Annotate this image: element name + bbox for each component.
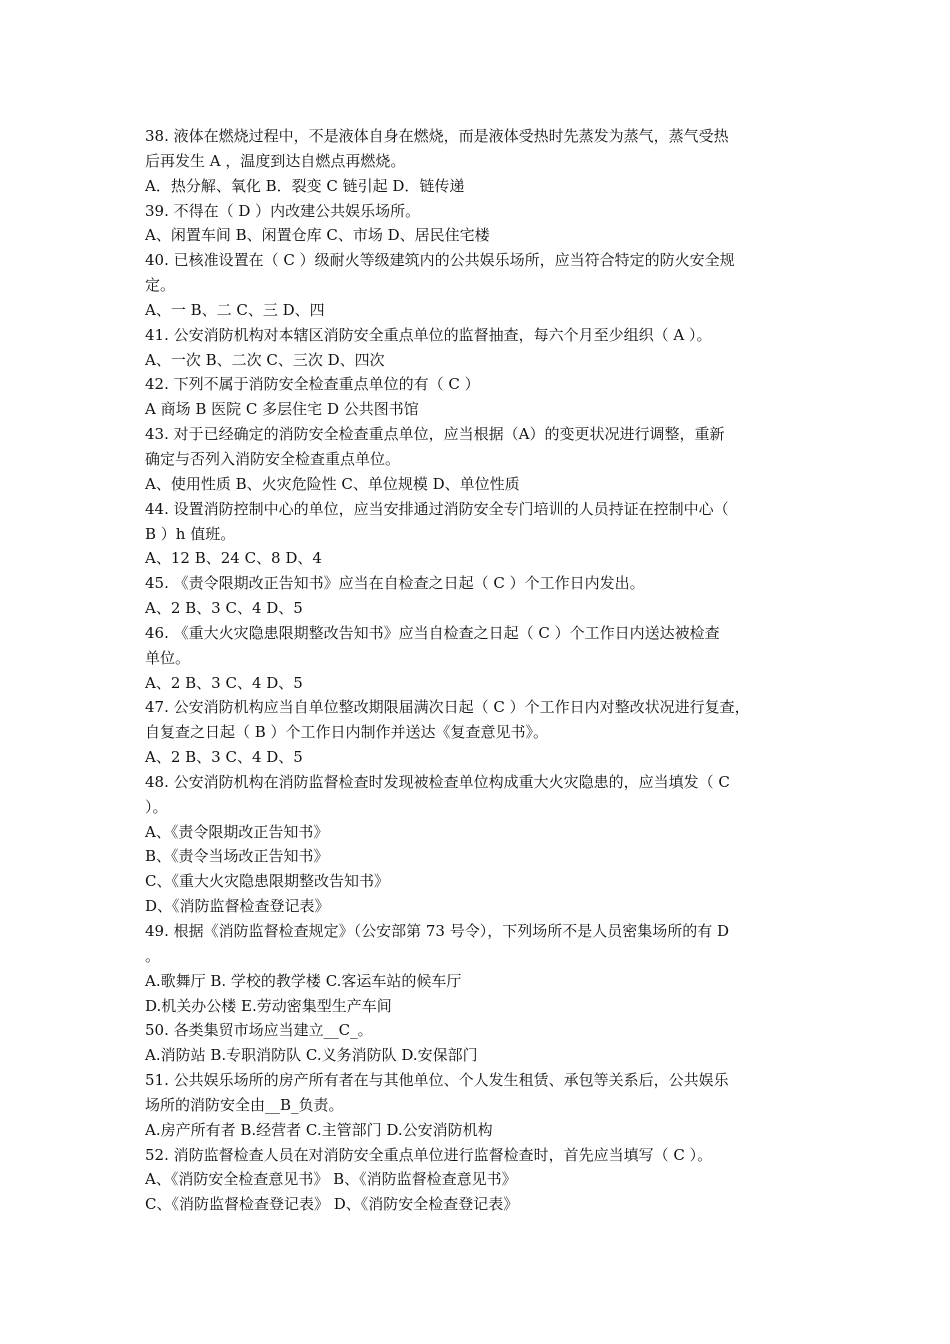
text-line: C、《消防监督检查登记表》 D、《消防安全检查登记表》 [145,1195,519,1214]
text-line: 自复查之日起（ B ）个工作日内制作并送达《复查意见书》。 [145,723,549,742]
text-line: 45. 《责令限期改正告知书》应当在自检查之日起（ C ）个工作日内发出。 [145,574,645,593]
text-line: 42. 下列不属于消防安全检查重点单位的有（ C ） [145,375,480,394]
text-line: 49. 根据《消防监督检查规定》（公安部第 73 号令），下列场所不是人员密集场所的有 D [145,922,730,940]
text-line: 51. 公共娱乐场所的房产所有者在与其他单位、个人发生租赁、承包等关系后，公共娱乐 [145,1071,729,1090]
text-line: 52. 消防监督检查人员在对消防安全重点单位进行监督检查时，首先应当填写（ C ）。 [145,1145,713,1164]
text-line: B、《责令当场改正告知书》 [145,847,329,866]
text-line: 场所的消防安全由__B_负责。 [145,1095,344,1114]
text-line: A.房产所有者 B.经营者 C.主管部门 D.公安消防机构 [145,1120,493,1139]
text-line: A 商场 B 医院 C 多层住宅 D 公共图书馆 [145,400,419,419]
text-line: A.消防站 B.专职消防队 C.义务消防队 D.安保部门 [145,1046,478,1065]
text-line: A、闲置车间 B、闲置仓库 C、市场 D、居民住宅楼 [145,226,490,245]
text-line: ）。 [145,797,168,816]
text-line: 。 [145,946,161,965]
text-line: 41. 公安消防机构对本辖区消防安全重点单位的监督抽查，每六个月至少组织（ A ）。 [145,325,712,344]
text-line: A.歌舞厅 B. 学校的教学楼 C.客运车站的候车厅 [145,971,462,990]
text-line: A、一次 B、二次 C、三次 D、四次 [145,350,385,369]
text-line: 后再发生 A ，温度到达自燃点再燃烧。 [145,151,406,170]
text-line: A、2 B、3 C、4 D、5 [145,748,303,767]
text-line: 50. 各类集贸市场应当建立__C_。 [145,1021,373,1040]
text-line: 48. 公安消防机构在消防监督检查时发现被检查单位构成重大火灾隐患的，应当填发（ C [145,772,730,791]
document-page [145,124,813,1217]
text-line: 单位。 [145,648,191,667]
text-line: A、《消防安全检查意见书》 B、《消防监督检查意见书》 [145,1170,517,1189]
text-line: 38. 液体在燃烧过程中，不是液体自身在燃烧，而是液体受热时先蒸发为蒸气，蒸气受热 [145,127,729,145]
text-line: A、使用性质 B、火灾危险性 C、单位规模 D、单位性质 [145,474,520,493]
text-line: 39. 不得在（ D ）内改建公共娱乐场所。 [145,201,421,220]
text-line: A．热分解、氧化 B．裂变 C 链引起 D．链传递 [145,176,465,195]
text-line: D、《消防监督检查登记表》 [145,897,330,916]
text-line: C、《重大火灾隐患限期整改告知书》 [145,872,389,891]
text-line: A、2 B、3 C、4 D、5 [145,673,303,692]
text-line: A、2 B、3 C、4 D、5 [145,599,303,618]
text-line: A、12 B、24 C、8 D、4 [145,549,322,568]
text-line: 定。 [145,276,176,295]
text-line: 47. 公安消防机构应当自单位整改期限届满次日起（ C ）个工作日内对整改状况进行复查， [145,698,750,717]
text-line: A、《责令限期改正告知书》 [145,822,329,841]
text-line: A、一 B、二 C、三 D、四 [145,300,325,319]
text-line: B ）h 值班。 [145,524,236,543]
text-line: 46. 《重大火灾隐患限期整改告知书》应当自检查之日起（ C ）个工作日内送达被检查 [145,623,720,642]
text-line: 43. 对于已经确定的消防安全检查重点单位，应当根据（A）的变更状况进行调整，重新 [145,425,725,444]
text-line: 确定与否列入消防安全检查重点单位。 [145,449,401,468]
text-line: D.机关办公楼 E.劳动密集型生产车间 [145,996,392,1015]
text-line: 44. 设置消防控制中心的单位，应当安排通过消防安全专门培训的人员持证在控制中心（ [145,499,729,518]
text-line: 40. 已核准设置在（ C ）级耐火等级建筑内的公共娱乐场所，应当符合特定的防火安全规 [145,251,735,270]
